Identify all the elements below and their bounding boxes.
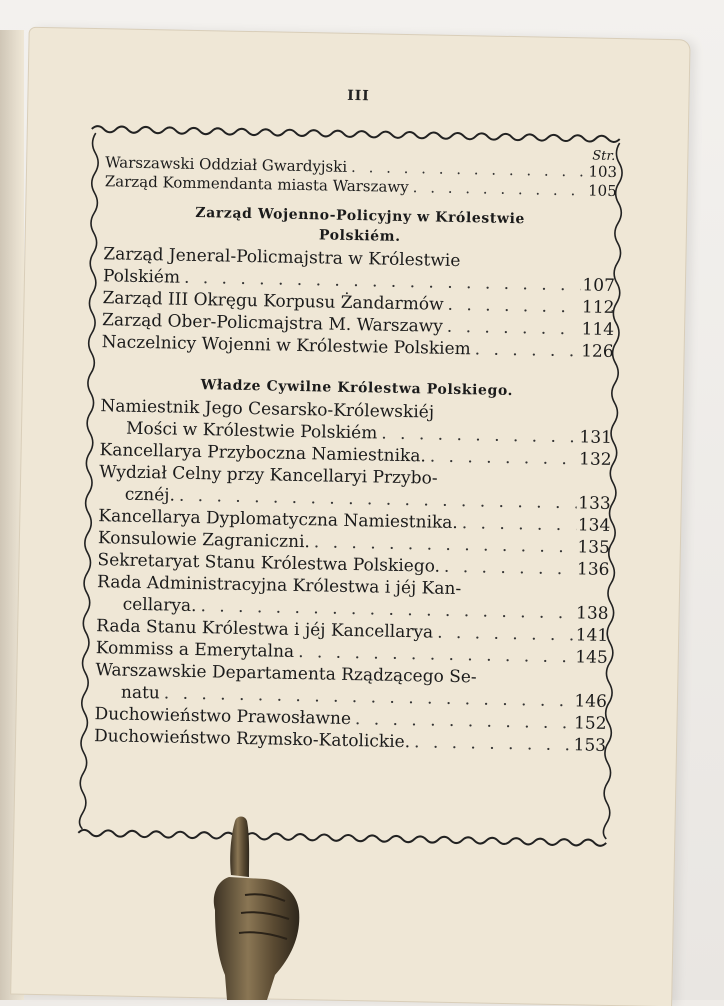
- toc-entry-first-line: Zarząd Jeneral-Policmajstra w Królestwie: [103, 244, 461, 272]
- dot-leader: [410, 731, 572, 756]
- toc-entry-page: 126: [580, 341, 614, 363]
- brass-hand-pointer-icon: [205, 815, 305, 1000]
- toc-entry-page: 133: [578, 493, 611, 514]
- toc-entry-page: 132: [578, 449, 612, 470]
- toc-entry-page: 103: [588, 162, 618, 182]
- toc-entry-first-line: Wydział Celny przy Kancellaryi Przybo-: [99, 462, 438, 489]
- dot-leader: [409, 178, 583, 200]
- toc-entry-page: 107: [582, 275, 616, 297]
- dot-leader: [426, 445, 578, 470]
- table-of-contents: [94, 139, 618, 757]
- toc-entry-title: Zarząd Ober-Policmajstra M. Warszawy: [101, 310, 444, 337]
- toc-entry-page: 152: [573, 713, 607, 734]
- toc-entry-title: Konsulowie Zagraniczni.: [97, 528, 311, 553]
- toc-entry-page: 153: [573, 735, 607, 756]
- toc-entry-page: 131: [579, 427, 613, 448]
- toc-entry-page: 138: [575, 603, 609, 624]
- page-number: III: [347, 87, 370, 105]
- toc-entry-page: 135: [577, 537, 611, 558]
- toc-entry-page: 105: [587, 181, 617, 201]
- toc-entry-title: Rada Stanu Królestwa i jéj Kancellarya: [96, 616, 434, 643]
- toc-entry-page: 114: [581, 319, 615, 341]
- toc-entry-page: 134: [577, 515, 611, 536]
- toc-entry-title: Kommiss a Emerytalna: [95, 638, 295, 662]
- toc-entry-title: Kancellarya Przyboczna Namiestnika.: [99, 440, 427, 467]
- toc-entry-page: 112: [581, 297, 615, 319]
- section-heading: [104, 201, 617, 251]
- page-column-label: Str.: [592, 148, 616, 165]
- dot-leader: [443, 294, 580, 319]
- toc-entry-title: cznéj.: [124, 484, 176, 506]
- toc-entry-title: natu: [120, 682, 161, 704]
- toc-entry-page: 136: [576, 559, 610, 580]
- toc-entry-first-line: Namiestnik Jego Cesarsko-Królewskiéj: [100, 396, 435, 423]
- dot-leader: [458, 512, 577, 536]
- toc-entry-page: 145: [575, 647, 608, 668]
- toc-entry-title: Mości w Królestwie Polskiém: [125, 418, 378, 444]
- toc-entry-title: Zarząd Kommendanta miasta Warszawy: [104, 172, 409, 197]
- dot-leader: [443, 316, 581, 341]
- toc-entry-title: Naczelnicy Wojenni w Królestwie Polskiem: [101, 332, 471, 360]
- toc-entry-first-line: Rada Administracyjna Królestwa i jéj Kan-: [96, 572, 462, 600]
- toc-entry-page: 146: [574, 691, 608, 712]
- section-heading-line: Polskiém.: [318, 227, 401, 245]
- dot-leader: [433, 622, 574, 647]
- toc-entry-first-line: Warszawskie Departamenta Rządzącego Se-: [95, 660, 477, 688]
- toc-entry-title: cellarya.: [122, 594, 197, 617]
- section-heading-line: Zarząd Wojenno-Policyjny w Królestwie: [195, 204, 526, 228]
- toc-entry-title: Warszawski Oddział Gwardyjski: [104, 153, 348, 176]
- toc-entry-title: Zarząd III Okręgu Korpusu Żandarmów: [102, 288, 444, 315]
- toc-entry-title: Polskiém: [102, 266, 181, 288]
- book-page: [11, 28, 689, 1006]
- toc-entry-page: 141: [575, 625, 609, 646]
- dot-leader: [471, 338, 580, 362]
- toc-entry-title: Duchowieństwo Rzymsko-Katolickie.: [93, 726, 411, 753]
- toc-entry-title: Duchowieństwo Prawosławne: [94, 704, 352, 730]
- section-heading: Władze Cywilne Królestwa Polskiego.: [200, 377, 514, 400]
- toc-entry-title: Sekretaryat Stanu Królestwa Polskiego.: [97, 550, 441, 577]
- dot-leader: [440, 556, 576, 581]
- toc-entry-title: Kancellarya Dyplomatyczna Namiestnika.: [98, 506, 459, 534]
